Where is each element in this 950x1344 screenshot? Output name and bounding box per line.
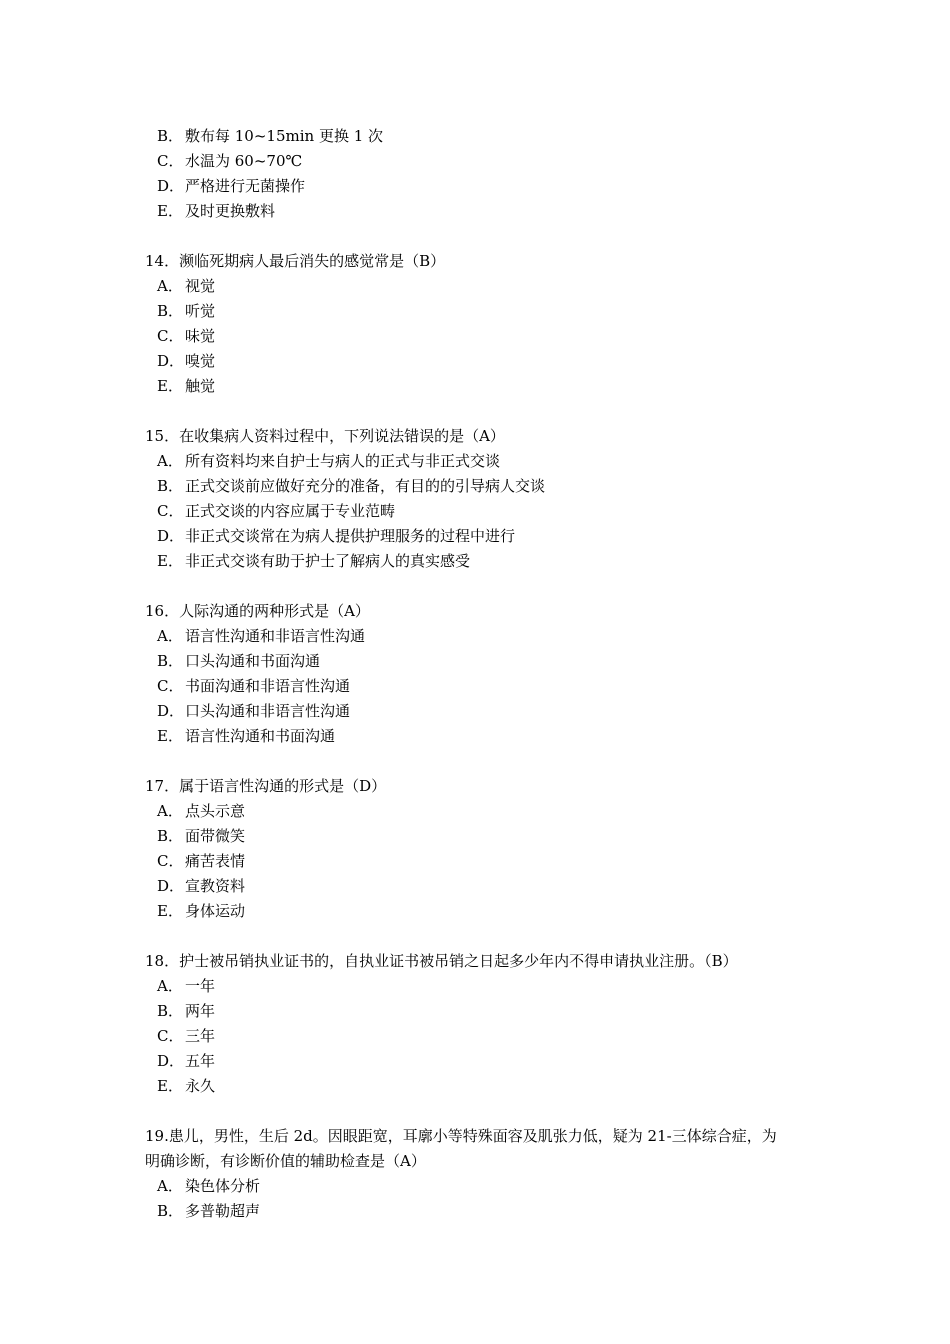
option-e — [145, 549, 810, 574]
option-letter: B． — [157, 1202, 184, 1220]
option-text: 点头示意 — [185, 802, 246, 820]
option-letter: A． — [157, 452, 183, 470]
option-letter: E． — [157, 552, 183, 570]
option-letter: C． — [157, 327, 184, 345]
option-a — [145, 1174, 810, 1199]
option-letter: A． — [157, 977, 183, 995]
question-stem — [145, 949, 810, 974]
option-text: 视觉 — [185, 277, 216, 295]
option-letter: A． — [157, 1177, 183, 1195]
option-letter: B． — [157, 477, 184, 495]
option-letter: D． — [157, 352, 185, 370]
option-d — [145, 174, 810, 199]
option-text: 口头沟通和非语言性沟通 — [185, 702, 351, 720]
option-text: 水温为 60~70℃ — [185, 152, 303, 170]
option-letter: B． — [157, 1002, 184, 1020]
option-text: 身体运动 — [185, 902, 246, 920]
question-number: 18． — [145, 952, 180, 970]
question-text: 明确诊断，有诊断价值的辅助检查是（A） — [145, 1152, 426, 1170]
question-14 — [145, 249, 810, 399]
option-text: 染色体分析 — [185, 1177, 261, 1195]
option-e — [145, 724, 810, 749]
option-text: 永久 — [185, 1077, 216, 1095]
option-b — [145, 1199, 810, 1224]
question-list — [145, 124, 810, 1224]
option-text: 多普勒超声 — [185, 1202, 261, 1220]
option-text: 严格进行无菌操作 — [185, 177, 306, 195]
question-text: 患儿，男性，生后 2d。因眼距宽，耳廓小等特殊面容及肌张力低，疑为 21-三体综合症，为 — [168, 1127, 777, 1145]
option-letter: E． — [157, 1077, 183, 1095]
question-stem-line-1 — [145, 1124, 810, 1149]
option-e — [145, 899, 810, 924]
option-b — [145, 649, 810, 674]
option-a — [145, 624, 810, 649]
option-c — [145, 499, 810, 524]
option-letter: E． — [157, 902, 183, 920]
question-number: 17． — [145, 777, 180, 795]
option-text: 非正式交谈有助于护士了解病人的真实感受 — [185, 552, 471, 570]
question-number: 16． — [145, 602, 180, 620]
option-text: 敷布每 10~15min 更换 1 次 — [185, 127, 384, 145]
option-b — [145, 299, 810, 324]
question-text: 濒临死期病人最后消失的感觉常是（B） — [179, 252, 446, 270]
option-letter: E． — [157, 202, 183, 220]
option-e — [145, 199, 810, 224]
option-d — [145, 699, 810, 724]
option-text: 两年 — [185, 1002, 216, 1020]
option-text: 正式交谈的内容应属于专业范畴 — [185, 502, 396, 520]
question-13-continued — [145, 124, 810, 224]
question-text: 人际沟通的两种形式是（A） — [179, 602, 370, 620]
option-d — [145, 524, 810, 549]
question-stem — [145, 249, 810, 274]
option-letter: D． — [157, 177, 185, 195]
question-18 — [145, 949, 810, 1099]
question-text: 护士被吊销执业证书的，自执业证书被吊销之日起多少年内不得申请执业注册。（B） — [179, 952, 738, 970]
option-text: 正式交谈前应做好充分的准备，有目的的引导病人交谈 — [185, 477, 546, 495]
option-letter: C． — [157, 152, 184, 170]
option-letter: B． — [157, 827, 184, 845]
option-letter: C． — [157, 677, 184, 695]
option-c — [145, 849, 810, 874]
option-letter: B． — [157, 302, 184, 320]
option-text: 宣教资料 — [185, 877, 246, 895]
option-letter: E． — [157, 727, 183, 745]
option-a — [145, 274, 810, 299]
option-letter: D． — [157, 702, 185, 720]
option-c — [145, 1024, 810, 1049]
option-text: 面带微笑 — [185, 827, 246, 845]
option-text: 所有资料均来自护士与病人的正式与非正式交谈 — [185, 452, 501, 470]
question-16 — [145, 599, 810, 749]
option-d — [145, 349, 810, 374]
option-text: 味觉 — [185, 327, 216, 345]
option-text: 嗅觉 — [185, 352, 216, 370]
question-stem — [145, 424, 810, 449]
question-stem-line-2 — [145, 1149, 810, 1174]
option-b — [145, 124, 810, 149]
question-number: 14． — [145, 252, 180, 270]
option-b — [145, 824, 810, 849]
option-b — [145, 474, 810, 499]
option-text: 一年 — [185, 977, 216, 995]
option-text: 口头沟通和书面沟通 — [185, 652, 321, 670]
question-text: 在收集病人资料过程中，下列说法错误的是（A） — [179, 427, 505, 445]
option-text: 痛苦表情 — [185, 852, 246, 870]
option-text: 语言性沟通和非语言性沟通 — [185, 627, 366, 645]
option-letter: E． — [157, 377, 183, 395]
option-c — [145, 324, 810, 349]
option-e — [145, 374, 810, 399]
option-d — [145, 874, 810, 899]
question-17 — [145, 774, 810, 924]
question-stem — [145, 774, 810, 799]
option-letter: D． — [157, 877, 185, 895]
question-number: 15． — [145, 427, 180, 445]
option-a — [145, 799, 810, 824]
option-letter: C． — [157, 502, 184, 520]
option-letter: C． — [157, 1027, 184, 1045]
option-c — [145, 149, 810, 174]
option-letter: B． — [157, 127, 184, 145]
option-text: 非正式交谈常在为病人提供护理服务的过程中进行 — [185, 527, 516, 545]
option-text: 语言性沟通和书面沟通 — [185, 727, 336, 745]
question-19 — [145, 1124, 810, 1224]
option-text: 书面沟通和非语言性沟通 — [185, 677, 351, 695]
option-c — [145, 674, 810, 699]
option-text: 触觉 — [185, 377, 216, 395]
option-text: 三年 — [185, 1027, 216, 1045]
option-letter: D． — [157, 527, 185, 545]
option-a — [145, 449, 810, 474]
option-e — [145, 1074, 810, 1099]
option-b — [145, 999, 810, 1024]
option-text: 听觉 — [185, 302, 216, 320]
option-d — [145, 1049, 810, 1074]
option-letter: A． — [157, 277, 183, 295]
question-text: 属于语言性沟通的形式是（D） — [179, 777, 387, 795]
option-letter: A． — [157, 802, 183, 820]
option-letter: B． — [157, 652, 184, 670]
option-letter: A． — [157, 627, 183, 645]
question-number: 19. — [145, 1127, 169, 1145]
option-letter: D． — [157, 1052, 185, 1070]
question-15 — [145, 424, 810, 574]
option-text: 五年 — [185, 1052, 216, 1070]
question-stem — [145, 599, 810, 624]
option-letter: C． — [157, 852, 184, 870]
option-text: 及时更换敷料 — [185, 202, 276, 220]
option-a — [145, 974, 810, 999]
